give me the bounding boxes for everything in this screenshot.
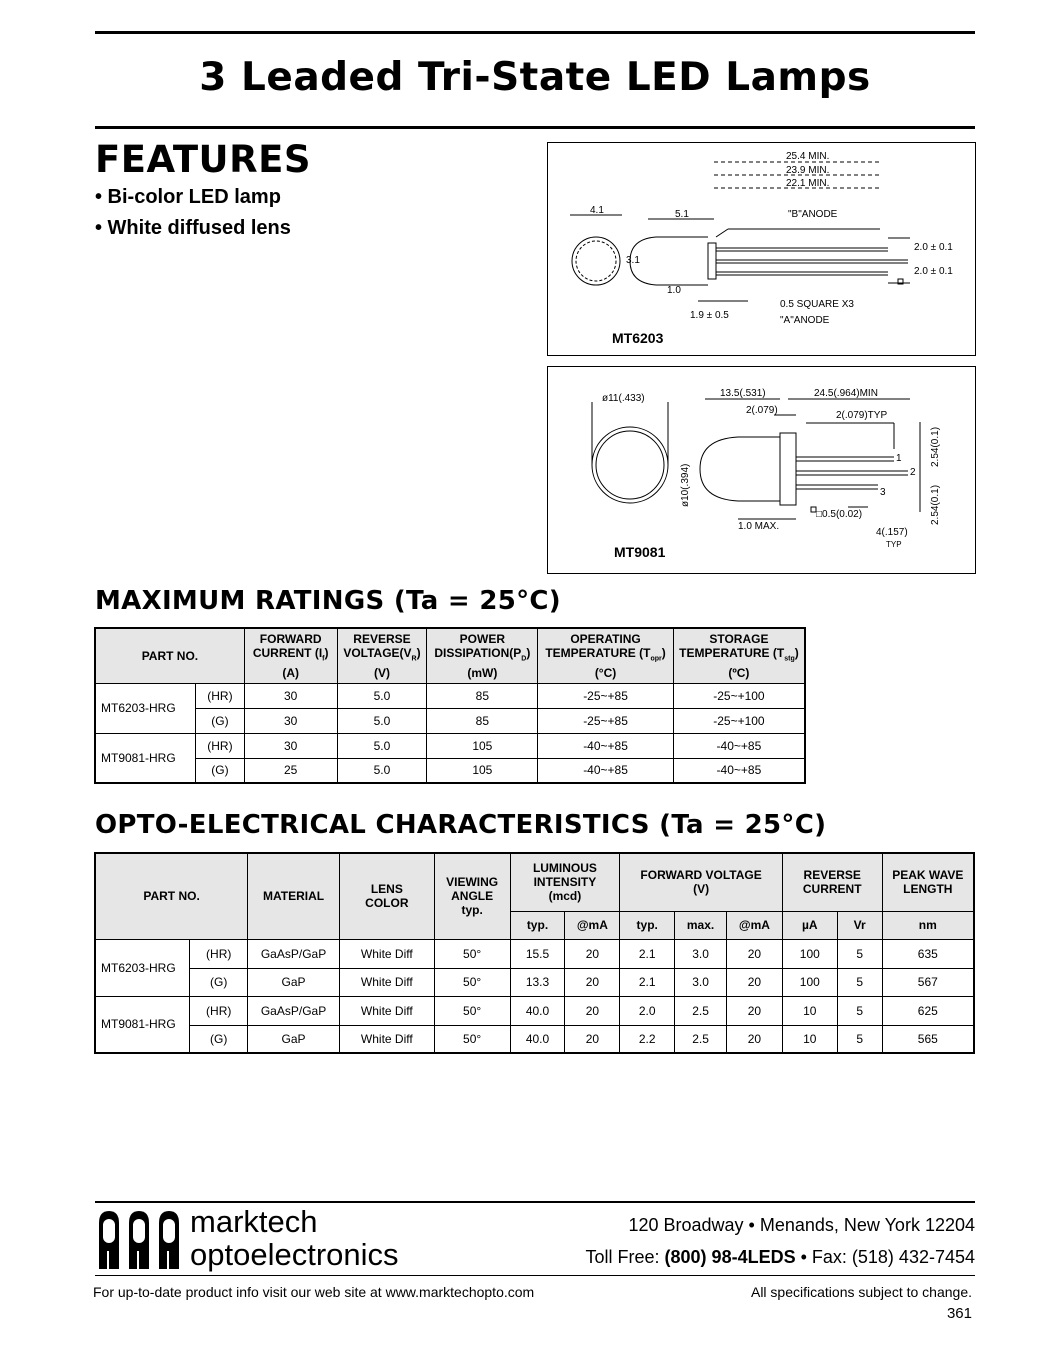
header-storage-temp: [673, 628, 805, 683]
forward-current: 30: [244, 733, 337, 758]
reverse-voltage: 5.0: [337, 708, 427, 733]
mt9081-dim-13-5: 13.5(.531): [720, 388, 766, 399]
header-pd-line1: POWER: [459, 631, 505, 646]
power-dissipation: 105: [427, 733, 538, 758]
opto-header-row-1: [95, 853, 974, 911]
reverse-voltage: 5.0: [337, 733, 427, 758]
mt9081-diagram: [548, 367, 975, 573]
variant: (HR): [190, 996, 248, 1025]
page-title: 3 Leaded Tri-State LED Lamps: [199, 55, 871, 100]
header-rv-line2: VOLTAGE(V: [343, 645, 412, 660]
header-rv-line1: REVERSE: [353, 631, 411, 646]
opto-header-rc-1: REVERSE: [803, 868, 861, 883]
viewing-angle: 50°: [434, 968, 510, 996]
reverse-vr: 5: [837, 1025, 882, 1053]
peak-nm: 567: [882, 968, 974, 996]
opto-header-reverse-current: [782, 853, 882, 911]
header-st-unit: (ºC): [728, 665, 750, 680]
reverse-vr: 5: [837, 968, 882, 996]
mt9081-dim-2-typ: 2(.079)TYP: [836, 410, 888, 421]
table-row: [95, 683, 805, 708]
opto-header-view-2: ANGLE: [451, 889, 494, 904]
max-ratings-heading: MAXIMUM RATINGS (Ta = 25°C): [95, 586, 561, 616]
viewing-angle: 50°: [434, 1025, 510, 1053]
max-ratings-table: [94, 627, 806, 784]
header-pd-sub: D: [521, 654, 527, 662]
peak-nm: 635: [882, 939, 974, 968]
material: GaP: [248, 1025, 340, 1053]
table-row: [95, 758, 805, 783]
material: GaAsP/GaP: [248, 939, 340, 968]
header-fc-close: ): [324, 645, 329, 660]
opto-sub-fv-max: max.: [675, 911, 727, 939]
mt9081-pin-3: 3: [880, 487, 886, 498]
toll-free-label: Toll Free:: [585, 1247, 665, 1267]
company-phone: [586, 1247, 976, 1268]
opto-header-lum-1: LUMINOUS: [532, 861, 597, 876]
mt9081-dim-4: 4(.157): [876, 527, 908, 538]
lens-color: White Diff: [339, 968, 434, 996]
fv-typ: 2.2: [620, 1025, 675, 1053]
lens-color: White Diff: [339, 1025, 434, 1053]
variant: (HR): [196, 683, 245, 708]
mt9081-dim-2-54-b: 2.54(0.1): [930, 484, 941, 525]
luminous-typ: 40.0: [510, 996, 565, 1025]
mt6203-dim-5-1: 5.1: [675, 209, 689, 220]
title-rule: [95, 126, 975, 129]
header-rv-close: ): [416, 645, 421, 660]
max-ratings-header-row: [95, 628, 805, 683]
mt9081-dim-24-5: 24.5(.964)MIN: [814, 388, 878, 399]
table-row: [95, 968, 974, 996]
mt9081-dim-11: ø11(.433): [602, 393, 645, 404]
opto-header-pk-2: LENGTH: [903, 882, 953, 897]
mt9081-pin-1: 1: [896, 453, 902, 464]
opto-header-lum-2: INTENSITY: [533, 875, 597, 890]
feature-item-1: • Bi-color LED lamp: [95, 186, 281, 208]
opto-sub-fv-ma: @mA: [726, 911, 782, 939]
header-fc-line2: CURRENT (I: [252, 645, 323, 660]
header-pd-line2: DISSIPATION(P: [434, 645, 522, 660]
part-number: MT6203-HRG: [95, 939, 190, 996]
opto-sub-rc-ua: µA: [782, 911, 837, 939]
viewing-angle: 50°: [434, 939, 510, 968]
opto-sub-rc-vr: Vr: [837, 911, 882, 939]
company-address: 120 Broadway • Menands, New York 12204: [628, 1215, 975, 1235]
material: GaAsP/GaP: [248, 996, 340, 1025]
fv-max: 2.5: [675, 1025, 727, 1053]
fv-ma: 20: [726, 939, 782, 968]
fv-ma: 20: [726, 1025, 782, 1053]
opto-table: [94, 852, 975, 1054]
opto-header-lum-3: (mcd): [548, 889, 582, 904]
opto-header-lens-1: LENS: [370, 882, 403, 897]
opto-sub-lum-ma: @mA: [565, 911, 620, 939]
header-ot-sub: opr: [650, 654, 662, 662]
header-forward-current: [244, 628, 337, 683]
power-dissipation: 105: [427, 758, 538, 783]
storage-temp: -40~+85: [673, 733, 805, 758]
opto-header-lens-2: COLOR: [365, 896, 409, 911]
mt9081-dim-2-a: 2(.079): [746, 405, 778, 416]
forward-current: 25: [244, 758, 337, 783]
luminous-typ: 15.5: [510, 939, 565, 968]
storage-temp: -25~+100: [673, 683, 805, 708]
table-row: [95, 1025, 974, 1053]
fv-max: 2.5: [675, 996, 727, 1025]
forward-current: 30: [244, 708, 337, 733]
toll-free-number: (800) 98-4LEDS: [664, 1247, 796, 1267]
opto-header-viewing-angle: [434, 853, 510, 939]
opto-header-view-3: typ.: [461, 903, 483, 918]
header-fc-line1: FORWARD: [259, 631, 322, 646]
mt6203-drawing: [547, 142, 976, 356]
opto-heading: OPTO-ELECTRICAL CHARACTERISTICS (Ta = 25°C): [95, 810, 827, 840]
header-operating-temp: [538, 628, 674, 683]
header-part-no: PART NO.: [95, 628, 244, 683]
fv-max: 3.0: [675, 968, 727, 996]
page-number: 361: [946, 1305, 972, 1322]
variant: (HR): [196, 733, 245, 758]
opto-header-peak-wavelength: [882, 853, 974, 911]
mt9081-dim-typ: TYP: [886, 540, 902, 549]
reverse-voltage: 5.0: [337, 758, 427, 783]
fv-ma: 20: [726, 968, 782, 996]
reverse-ua: 10: [782, 996, 837, 1025]
header-st-sub: stg: [784, 654, 795, 662]
header-rv-sub: R: [411, 654, 417, 662]
reverse-ua: 10: [782, 1025, 837, 1053]
operating-temp: -40~+85: [538, 733, 674, 758]
header-rv-unit: (V): [373, 665, 390, 680]
table-row: [95, 939, 974, 968]
lens-color: White Diff: [339, 996, 434, 1025]
mt6203-dim-1-9: 1.9 ± 0.5: [690, 310, 729, 321]
mt6203-dim-23-9: 23.9 MIN.: [786, 165, 830, 176]
mt6203-dim-2-0-a: 2.0 ± 0.1: [914, 242, 953, 253]
variant: (G): [190, 1025, 248, 1053]
header-pd-close: ): [526, 645, 531, 660]
power-dissipation: 85: [427, 683, 538, 708]
peak-nm: 565: [882, 1025, 974, 1053]
storage-temp: -25~+100: [673, 708, 805, 733]
material: GaP: [248, 968, 340, 996]
luminous-ma: 20: [565, 939, 620, 968]
header-ot-line2: TEMPERATURE (T: [545, 645, 651, 660]
lens-color: White Diff: [339, 939, 434, 968]
header-ot-line1: OPERATING: [570, 631, 641, 646]
mt6203-label: MT6203: [612, 330, 664, 346]
website-note: For up-to-date product info visit our web site at www.marktechopto.com: [93, 1284, 535, 1300]
opto-header-lens-color: [339, 853, 434, 939]
fv-typ: 2.1: [620, 939, 675, 968]
marktech-logo-icon: [97, 1207, 185, 1271]
variant: (G): [196, 708, 245, 733]
header-ot-close: ): [661, 645, 666, 660]
header-ot-unit: (°C): [594, 665, 617, 680]
mt9081-drawing: [547, 366, 976, 574]
header-st-close: ): [794, 645, 799, 660]
opto-header-fv-1: FORWARD VOLTAGE: [640, 868, 762, 883]
company-name-line-1: marktech: [190, 1204, 318, 1239]
mt6203-dim-3-1: 3.1: [626, 255, 640, 266]
variant: (G): [196, 758, 245, 783]
features-heading: FEATURES: [95, 138, 312, 181]
opto-header-rc-2: CURRENT: [802, 882, 862, 897]
table-row: [95, 733, 805, 758]
table-row: [95, 996, 974, 1025]
fax-number: • Fax: (518) 432-7454: [795, 1247, 975, 1267]
table-row: [95, 708, 805, 733]
opto-sub-pk-nm: nm: [882, 911, 974, 939]
opto-header-material: MATERIAL: [248, 853, 340, 939]
luminous-ma: 20: [565, 968, 620, 996]
luminous-typ: 13.3: [510, 968, 565, 996]
mt6203-dim-1-0: 1.0: [667, 285, 681, 296]
reverse-vr: 5: [837, 996, 882, 1025]
mt6203-b-anode: "B"ANODE: [788, 209, 838, 220]
viewing-angle: 50°: [434, 996, 510, 1025]
reverse-ua: 100: [782, 939, 837, 968]
mt6203-dim-2-0-b: 2.0 ± 0.1: [914, 266, 953, 277]
opto-header-view-1: VIEWING: [446, 875, 499, 890]
fv-typ: 2.1: [620, 968, 675, 996]
luminous-typ: 40.0: [510, 1025, 565, 1053]
fv-typ: 2.0: [620, 996, 675, 1025]
variant: (G): [190, 968, 248, 996]
luminous-ma: 20: [565, 1025, 620, 1053]
footer-rule-bottom: [95, 1275, 975, 1276]
storage-temp: -40~+85: [673, 758, 805, 783]
mt6203-a-anode: "A"ANODE: [780, 315, 830, 326]
header-st-line2: TEMPERATURE (T: [679, 645, 785, 660]
operating-temp: -25~+85: [538, 708, 674, 733]
mt6203-dim-4-1: 4.1: [590, 205, 604, 216]
peak-nm: 625: [882, 996, 974, 1025]
mt9081-label: MT9081: [614, 544, 666, 560]
top-rule: [95, 31, 975, 34]
fv-ma: 20: [726, 996, 782, 1025]
opto-header-fv-2: (V): [693, 882, 710, 897]
mt6203-dim-22-1: 22.1 MIN.: [786, 178, 830, 189]
opto-header-forward-voltage: [620, 853, 783, 911]
header-pd-unit: (mW): [467, 665, 498, 680]
header-power-dissipation: [427, 628, 538, 683]
forward-current: 30: [244, 683, 337, 708]
mt6203-diagram: [548, 143, 975, 355]
company-name-line-2: optoelectronics: [190, 1237, 399, 1272]
opto-sub-lum-typ: typ.: [510, 911, 565, 939]
opto-header-part-no: PART NO.: [95, 853, 248, 939]
header-st-line1: STORAGE: [709, 631, 769, 646]
mt9081-pin-2: 2: [910, 467, 916, 478]
luminous-ma: 20: [565, 996, 620, 1025]
opto-header-pk-1: PEAK WAVE: [892, 868, 964, 883]
disclaimer: All specifications subject to change.: [750, 1284, 972, 1300]
header-fc-sub: f: [322, 654, 325, 662]
feature-item-2: • White diffused lens: [95, 217, 291, 239]
opto-header-luminous: [510, 853, 620, 911]
mt6203-dim-square: 0.5 SQUARE X3: [780, 299, 854, 310]
reverse-vr: 5: [837, 939, 882, 968]
operating-temp: -40~+85: [538, 758, 674, 783]
part-number: MT9081-HRG: [95, 996, 190, 1053]
opto-sub-fv-typ: typ.: [620, 911, 675, 939]
mt9081-dim-sq: □0.5(0.02): [816, 509, 863, 520]
fv-max: 3.0: [675, 939, 727, 968]
part-number: MT6203-HRG: [95, 683, 196, 733]
reverse-voltage: 5.0: [337, 683, 427, 708]
header-reverse-voltage: [337, 628, 427, 683]
mt9081-dim-2-54-a: 2.54(0.1): [930, 426, 941, 467]
power-dissipation: 85: [427, 708, 538, 733]
mt6203-dim-25-4: 25.4 MIN.: [786, 151, 830, 162]
part-number: MT9081-HRG: [95, 733, 196, 783]
mt9081-dim-10: ø10(.394): [680, 463, 691, 507]
header-fc-unit: (A): [282, 665, 300, 680]
reverse-ua: 100: [782, 968, 837, 996]
footer-rule-top: [95, 1201, 975, 1203]
operating-temp: -25~+85: [538, 683, 674, 708]
mt9081-dim-1-0: 1.0 MAX.: [738, 521, 780, 532]
variant: (HR): [190, 939, 248, 968]
